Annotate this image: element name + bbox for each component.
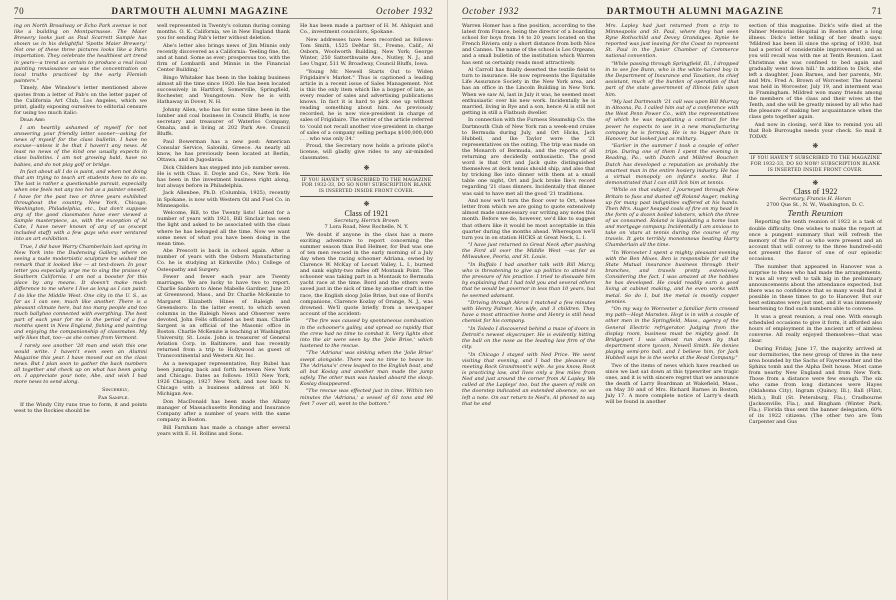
- paragraph: In connection with the Furness Steamship Co. the Dartmouth Club of New York ran a week-end cruise to Bermuda during July, and Ort Hicks, Jack Hubbell, and Ike Taylor were the '21 representatives on the outing. The trip was made on the Monarch of Bermuda, and the reports of all returning are decidedly enthusiastic. The good word is that Ort and Jack quite distinguished themselves at deck tennis should ship, and also that by tricking Ike into dinner with them at a small table one night, Ort and Jack broke Ike's record regarding '21 class dinners. Incidentally that dinner was said to have met all the good '21 traditions.: [462, 117, 596, 197]
- left-page-header: [14, 6, 433, 19]
- right-column-3: [749, 23, 882, 599]
- paragraph: Bingo Whitaker has been in the baking business almost all the time since 1920. He has been located successively in Hartford, Somerville, Springfield, Rochester, and Youngstown. Now he is with Hathaway in Dover, N. H.: [157, 74, 290, 106]
- magazine-title: DARTMOUTH ALUMNI MAGAZINE: [111, 6, 289, 16]
- paragraph: "In Chicago I stayed with Ned Price. We went visiting that evening, and I had the pleasure of meeting Rock Grandmont's wife. As you know, Rock is practicing law, and lives only a few miles from Ned and just around the corner from Al Lapley. We called at the Lapleys' too, but the queen of milk on the doorstep indicated an extended absence, so we left a note. On our return to Ned's, Al phoned to say that he and: [462, 351, 596, 407]
- section-divider-icon: ❋: [363, 163, 370, 172]
- paragraph: well represented in Twenty's column during coming months. O. K. California, we in New England thank you for sending Pab's letter without deletion.: [157, 23, 290, 42]
- paragraph: Jack Allenbee, Ph.D. (Columbia, 1925), recently in Spokane, is now with Western Oil and Fuel Co. in Minneapolis.: [157, 190, 290, 209]
- page-number: 70: [14, 6, 25, 16]
- subscription-notice: IF YOU HAVEN'T SUBSCRIBED TO THE MAGAZINE FOR 1932-33, DO SO NOW! SUBSCRIPTION BLANK IS INSERTED INSIDE FRONT COVER.: [300, 175, 433, 198]
- paragraph: Fewer and fewer each year are Twenty marriages. We are lucky to have two to report. Charlie Sanborn to Alene Mabelle Gardner, June 20 at Greenwood, Mass., and Dr. Charlie McKenzie to Margaret Elizabeth Hines of Raleigh and Greensboro. In the latter event, to which seven columns in the Raleigh News and Observer were devoted, John Fells officiated as best man. Charlie Sargent is an official of the Masonic office in Boston. Charlie McKenzie is teaching at Washington University, St. Louis. John is treasurer of General Aviation Corp. in Baltimore, and has recently returned from a trip to Hollywood as guest of Transcontinental and Western Air, Inc.: [157, 274, 290, 360]
- paragraph: I am heartily ashamed of myself for not answering your friendly letter sooner—asking for news of myself for the class bulletin. I have no excuse—unless it be that I haven't any news. At least no news of the kind one usually expects in class bulletins. I am not growing bald, have no babies, and do not play golf or bridge.: [14, 125, 147, 168]
- paragraph: Warren Homer has a fine position, according to the latest from France, being the director of a boarding school for boys from 14 to 20 years located on the French Riviera only a short distance from both Nice and Cannes. The name of the school is Les Orgeans, and a small bulletin of the institution which Warren has sent us certainly reads most attractively.: [462, 23, 596, 66]
- paragraph: "In Buffalo I had another talk with Bill Marcy, who is threatening to give up politics to attend to the pressure of his practice. I tried to dissuade him by explaining that I had told you and several others that he would be governor in less than 10 years, but he seemed adamant.: [462, 262, 596, 299]
- section-divider-icon: ❋: [812, 179, 819, 188]
- right-column-1: [462, 23, 595, 599]
- paragraph: During Friday, June 17, the majority arrived at our dormitories, the new group of three in the new area bounded by the Sachs of Fayerweather and the Sphinx tomb and the Alpha Delt house. Most came from nearby New England and from New York. Those from a distance were few enough. The six who came from long distances were Hayes (Oklahoma City), Ingram (Quincy, Ill.), Ball (Flint, Mich.), Bull (St. Petersburg, Fla.), Cradbourne (Jacksonville, Fla.), and Bingham (Winter Park, Fla.). Florida thus sent the banner delegation, 60% of its 1922 citizens. (The other two are Tom Carpenter and Gus: [748, 345, 882, 425]
- paragraph: New addresses have been recorded as follows: Tom Smith, 1525 DeMar St., Fresno, Calif.; Al Osborn, Woolworth Building, New York; George Winter, 250 Satterthwaite Ave., Nutley, N. J.; and Leo Ungar, 511 W. Broadway, Council Bluffs, Iowa.: [300, 36, 433, 68]
- issue-date: October 1932: [376, 6, 433, 16]
- paragraph: We doubt if anyone in the class has a more exciting adventure to report concerning the summer season than Bud Helmer, for Bud was one of ten men rescued in the early morning of a July day when the racing schooner Adriana, owned by Clarence W. McKay of Locust Valley, L. I., burned and sank eighty-two miles off Montauk Point. The schooner was taking part in a Montauk to Bermuda yacht race at the time. Bord and the others were saved just in the nick of time by another craft in the race, the English sloop Jolie Brise, but one of Bord's companions, Clarence Kozlay of Orange, N. J., was drowned. We'll quote briefly from a newspaper account of the accident:: [300, 231, 433, 317]
- paragraph: "I have just returned to Great Neck after pushing the Ford all over the Middle West —as far as Milwaukee, Peoria, and St. Louis.: [462, 242, 596, 261]
- paragraph: Johnny Allen, who has for some time been in the lumber and coal business in Council Bluffs, is now secretary and treasurer of Waterloo Company, Omaha, and is living at 202 Park Ave. Council Bluffs.: [157, 106, 290, 138]
- paragraph: The number that appeared in Hanover was a surprise to those who had made the arrangements. It was all very well to talk big in the preliminary announcements about the attendance expected, but there was no confidence that so many would find it possible in these times to go to Hanover. But our best estimates were just met, and it was immensely heartening to find such numbers able to convene.: [748, 263, 882, 313]
- paragraph: True, I did have Warry Chamberlain last spring in New York into the Dudensing Gallery, where on seeing a nude modernistic sculpture he wished the remark that it looked like — at text-down. In your letter you especially urge me to sing the praises of Southern California. I am not a booster for this place by any means. It doesn't make much difference to me where I live as long as I can paint. I do like the Middle West. One city in the U. S., as far as I can see, much like another. There is a pleasant climate here, but too many people and too much ballyhoo connected with everything. The best part of each year for me is the period of a few months spent in New England, fishing and painting and enjoying the companionship of classmates. My wife likes that, too—as she comes from Vermont.: [14, 243, 147, 342]
- paragraph: "My last Dartmouth '21 call was upon Bill Murray in Altoona, Pa. I called him out of a conference with the West Penn Power Co., with the representatives of which he was negotiating a contract for the power he expects to use in a new manufacturing company he is forming. He is no bigger than in Hanover, but looked just as military.: [605, 99, 739, 142]
- class-address: 7 Lora Road, New Rochelle, N. Y.: [324, 223, 409, 230]
- paragraph: Pab Sample.: [97, 394, 129, 401]
- class-heading: Class of 1922: [793, 187, 838, 197]
- paragraph: ing on North Broadway or Echo Park avenue is not like a building on Montparnasse. The Maier Brewery looks just as Paul Scarrett Sample has shown us in his delightful 'Spotts Maier Brewery.' Not one of these three pictures looks like a Paris importation. They celebrate the healthiest art trend in years—a trend as certain to produce a real local painting renaissance as was the concentration on local truths practiced by the early Flemish painters.": [14, 23, 147, 84]
- paragraph: "Earlier in the summer I took a couple of other trips. During one of them I spent the evening in Reading, Pa., with Dutch and Mildred Boucher. Dutch has developed a reputation as probably the smartest man in the entire hosiery industry. He has a virtual monopoly on infant's socks. But I demonstrated that I can still lick him at tennis.: [605, 143, 739, 186]
- right-page: [448, 0, 896, 600]
- paragraph: section of this magazine. Dick's wife died at the Palmer Memorial Hospital in Boston after a long illness. Dick's letter telling of her death says: 'Mildred has been ill since the spring of 1930, but had a period of considerable improvement, and as you will recall was with me at Tenth Reunion. Last Christmas she was confined to bed again and gradually went down hill.' In addition to Dick, she left a daughter, Joan Barnes, and her parents, Mr. and Mrs. Fred A. Brown of Worcester. The funeral was held in Worcester, July 19, and interment was in Framingham. Mildred won many friends among the members of the class and their wives at the Tenth, and she will be greatly missed by all who had the pleasure of making her acquaintance when the class gets together again.: [748, 23, 882, 121]
- subscription-notice: IF YOU HAVEN'T SUBSCRIBED TO THE MAGAZINE FOR 1932-33, DO SO NOW! SUBSCRIPTION BLANK IS INSERTED INSIDE FRONT COVER.: [749, 153, 882, 176]
- paragraph: "On my way to Worcester a familiar form crossed my path—Hoyt Marsden. Hoyt is in with a couple of other men in the Springfield, Mass., agency of the General Electric refrigerator. Judging from the display room, business must be mighty good. In Bridgeport I was almost run down by that department store tycoon, Newell Smith. He denies playing semi-pro ball, and I believe him, for Jack Hubbell says he is the works at the Read Company.": [605, 306, 739, 361]
- magazine-title: DARTMOUTH ALUMNI MAGAZINE: [606, 6, 784, 16]
- paragraph: "While on that subject, I journeyed through New Britain to fuss and dusted off Roland Auger, making up for many past indignities suffered at his hands. Then Mrs. Auger heaped coals of fire on my head in the form of a dozen boiled lobsters, which the three of us consumed. Roland is liquidating a home loan and mortgage company. Incidentally I am anxious to take on 'stars at tennis during the course of my travels. It gets terribly monotonous beating Harry Chamberlain all the time.: [605, 187, 739, 249]
- paragraph: Abe's letter also brings news of Jim Minnis only recently discovered as a California: 'feeling fine, fat, and at hand. Some as ever; prosperous too, with the firm of Lombardi and Minnis in the Financial Center Building.': [157, 42, 290, 74]
- paragraph: "In Worcester I spent a mighty pleasant evening with the Ben Mixes. Ben is responsible for all the State Mutual insurance business through their branches, and travels pretty extensively. Considering the fact, I was amazed at the hobbies he has developed. He could readily earn a good living at cabinet making, and he even works with metal. So do I, but the metal is mostly copper pennies.: [605, 249, 739, 305]
- paragraph: Paul Bowerman has a new post: American Consular Service, Saloniki, Greece. As nearly all know, he has previously been located at Berlin, Ottawa, and in Jugoslavia.: [157, 138, 290, 163]
- left-column-3: [300, 23, 433, 599]
- paragraph: Welcome, Bill, to the Twenty lists! Listed for a number of years with 1921, Bill Sinclair has seen the light and asked to be associated with the class where he has belonged all the time. Now we want some news of what you have been doing in the mean time.: [157, 210, 290, 247]
- right-column-2: [605, 23, 738, 599]
- paragraph: Dick Childers has stepped into job number seven. He is with Chas. E. Doyle and Co., New York. He has been in the investment business right along, but always before in Philadelphia.: [157, 164, 290, 189]
- paragraph: Proud, the Secretary now holds a private pilot's license, will gladly give rides to any air-minded classmates.: [300, 143, 433, 162]
- paragraph: As a newspaper representative, Roy Rubel has been jumping back and forth between New York and Chicago. Dates as follows: 1933 New York, 1926 Chicago, 1927 New York, and now back to Chicago with a business address at 360 N. Michigan Ave.: [157, 360, 290, 398]
- paragraph: "The 'Adriana' was sinking when the 'Jolie Brise' swept alongside. There was no time to heave to. The 'Adriana's' crew leaped to the English boat, and all but Koslay and another man made the jump safely. The other man was hauled aboard the sloop. Koslay disappeared.: [300, 350, 433, 387]
- paragraph: And now we'll turn the floor over to Ort, whose letter from which we are going to quote extensively almost made unnecessary our writing any notes this month. Before we do, however, we'd like to suggest that others like it would be most acceptable in this quarter during the months ahead. Whereupon we'll turn you in on station HICKS at Great Neck, L. I.: [462, 198, 596, 241]
- paragraph: "In Toledo I discovered behind a maze of doors in Detroit's newest skyscraper. He is evidently hitting the ball on the nose as the leading law firm of the city.: [462, 326, 596, 351]
- left-column-2: [157, 23, 290, 599]
- paragraph: Bill Farnham has made a change after several years with E. H. Rollins and Sons.: [157, 424, 290, 437]
- section-divider-icon: ❋: [363, 200, 370, 209]
- issue-date: October 1932: [462, 6, 519, 16]
- paragraph: It was a great reunion, a real one. With enough scheduled occasions to give it form, it afforded also hours of employment in the ancient art of aimless converse. All really enjoyed themselves—that was clear.: [748, 313, 882, 345]
- paragraph: I rarely see another '20 man and wish this one would write. I haven't even seen an Alumni Magazine this year. I have moved out on the class news. But I plan soon to gather the back numbers all together and check up on what has been going on. I appreciate your note, Abe, and wish I had more news to send along.: [14, 342, 147, 386]
- paragraph: "Young Mr. Newell Starts Out to Widen Frigidaire's Market." Thus is captioned a leading article in a recent issue of Sales Management. Not is this the only item which Ike a bopper of late, as every reader of sales and advertising publications knows. In fact it is hard to pick one up without reading something about him. As previously recorded, he is now vice-president in charge of sales of Frigidaire. The writer of the article referred to 'could not recall another vice-president in charge of sales of a company selling perhaps $100,000,000 . . . who was only 34.': [300, 68, 433, 142]
- class-address: 2700 Que St., N. W., Washington, D. C.: [766, 202, 865, 209]
- paragraph: Mrs. Lapley had just returned from a trip to Minneapolis and St. Paul, where they had seen Ryne Rothschild and Devey Grandages. Rynie he reported was just leaving for the Coast to represent St. Paul in the Junior Chamber of Commerce national convention.: [605, 23, 739, 60]
- paragraph: Al Carroll has finally deserted the textile field to turn to insurance. He now represents the Equitable Life Assurance Society in the New York area, and has an office in the Lincoln Building in New York. When we saw Al, last in July it was, he seemed most enthusiastic over his new work. Incidentally he is married, living in Rye and a son, hence Al is still not getting in still a Flatbush dweller.: [462, 67, 596, 116]
- paragraph: In fact about all I do is paint, and when not doing that am trying to teach art students how to do so. The last is rather a questionable pursuit, especially when one feels not any too hot as a painter oneself. I have for the past two or three years exhibited throughout the country, New York, Chicago, Washington, Philadelphia, etc., but don't suppose any of the good classmates have ever viewed a Sample masterpiece, as, with the exception of Al Cate, I have never known of any of us (except included staff) with a few guys who ever ventured into an art exhibition.: [14, 169, 147, 243]
- left-column-1: [14, 23, 147, 599]
- paragraph: Timely, Abe Winslow's letter mentioned above quotes from a letter of Pab's on the letter paper of the California Art Club, Los Angeles, which we print, gladly exposing ourselves to editorial censure for using too much italic:: [14, 85, 147, 116]
- class-heading: Class of 1921: [344, 208, 389, 218]
- paragraph: And now in closing, we'd like to remind you all that Bob Burroughs needs your check. So mail it TODAY.: [748, 122, 882, 141]
- class-secretary: Secretary, Herrick Brown: [334, 217, 399, 224]
- class-secretary: Secretary, Francis H. Horan: [779, 196, 851, 203]
- paragraph: "The fire was caused by spontaneous combustion in the schooner's galley, and spread so rapidly that the crew had no time to combat it. Very lights shot into the air were seen by the 'Jolie Brise,' which hastened to the rescue.: [300, 318, 433, 349]
- page-number: 71: [871, 6, 882, 16]
- paragraph: If the Windy City runs true to form, it and points west to the Rockies should be: [14, 402, 147, 415]
- paragraph: Abe Prescott is back in school again. After a number of years with the Osborn Manufacturing Co. he is studying at Kirksville (Mo.) College of Osteopathy and Surgery.: [157, 248, 290, 273]
- paragraph: Dear Abe:: [20, 117, 46, 124]
- paragraph: Don MacDonald has been made the Albany manager of Massachusetts Bonding and Insurance Company after a number of years with the same company in Boston.: [157, 399, 290, 424]
- paragraph: Two of the items of news which have reached us since we last sat down at this typewriter are tragic ones, and it is with sincere regret that we announce the death of Larry Boardman at Wakefield, Mass., on May 30 and of Mrs. Richard Barnes in Boston, July 17. A more complete notice of Larry's death will be found in another: [605, 362, 739, 406]
- paragraph: He has been made a partner of H. M. Ahlquist and Co., investment councilors, Spokane.: [300, 23, 433, 36]
- paragraph: "The rescue was effected just in time. Within ten minutes the 'Adriana,' a vessel of 61 tons and 98 feet 7 over all, went to the bottom.": [300, 388, 433, 407]
- paragraph: "While passing through Springfield, Ill., I dropped in to see Joe Bunn, who is the white-haired boy in the Department of Insurance and Taxation, its chief assistant, much of the burden of operation of that part of the state government of Illinois falls upon him.: [605, 61, 739, 98]
- section-subheading: Tenth Reunion: [787, 209, 844, 219]
- paragraph: Sincerely,: [101, 386, 129, 393]
- section-divider-icon: ❋: [812, 142, 819, 151]
- right-page-header: [462, 6, 882, 19]
- paragraph: Reporting the tenth reunion of 1922 is a task of double difficulty. One wishes to make the report at once a pungent summary that will refresh the memory of the 67 of us who were present and an account that will convey to the three hundred-odd not present the flavor of one of our episodic occasions.: [748, 219, 882, 262]
- paragraph: "Driving through Akron I matched a few minutes with Henry Palmer, his wife, and 3 children. They have a most attractive home and Henry is still head chemist for his company.: [462, 300, 596, 325]
